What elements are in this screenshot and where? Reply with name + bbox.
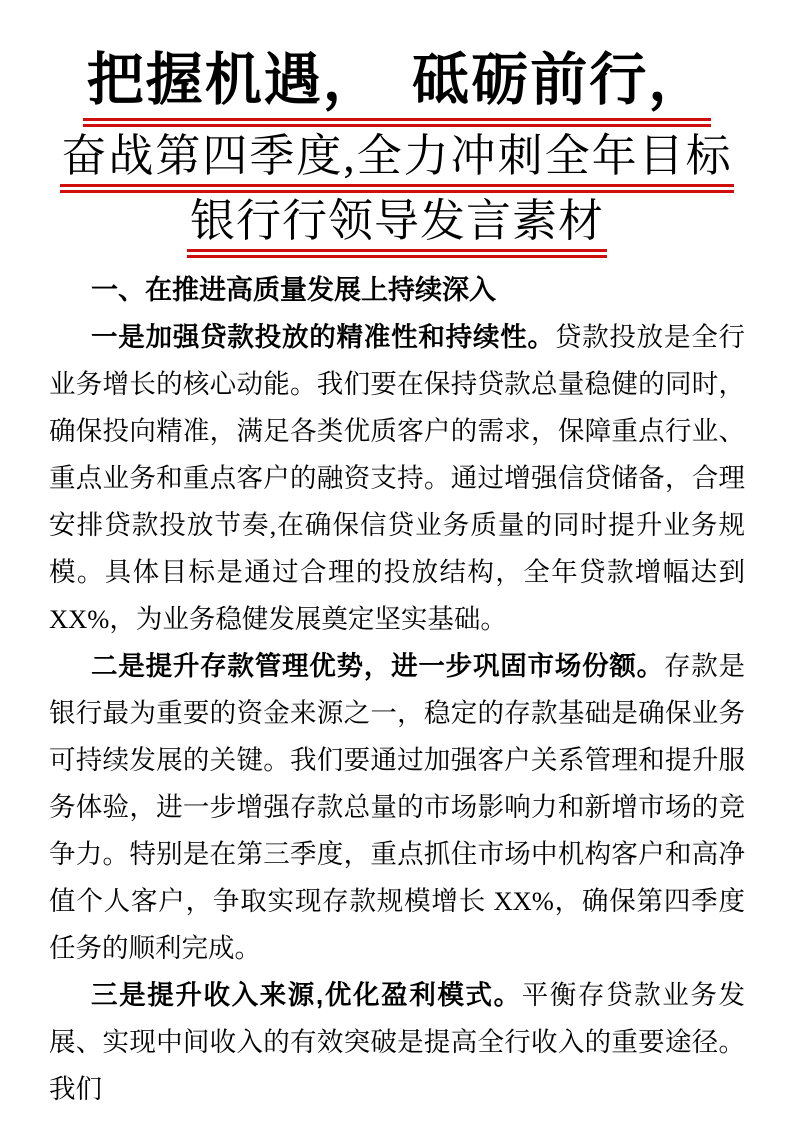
paragraph-body: 贷款投放是全行业务增长的核心动能。我们要在保持贷款总量稳健的同时，确保投向精准，满足各类优质客户的需求，保障重点行业、重点业务和重点客户的融资支持。通过增强信贷储备，合理安排贷款投放节奏,在确保信贷业务质量的同时提升业务规模。具体目标是通过合理的投放结构，全年贷款增幅达到 XX%，为业务稳健发展奠定坚实基础。 <box>49 322 746 634</box>
paragraph-body: 存款是银行最为重要的资金来源之一，稳定的存款基础是确保业务可持续发展的关键。我们要通过加强客户关系管理和提升服务体验，进一步增强存款总量的市场影响力和新增市场的竞争力。特别是在第三季度，重点抓住市场中机构客户和高净值个人客户，争取实现存款规模增长 XX%，确保第四季度任务的顺利完成。 <box>49 651 746 963</box>
paragraph <box>49 314 745 643</box>
paragraph <box>49 972 745 1113</box>
paragraph-lead: 二是提升存款管理优势，进一步巩固市场份额。 <box>91 651 664 681</box>
document-body <box>49 267 745 1113</box>
paragraph <box>49 643 745 972</box>
title-line-1 <box>49 50 745 127</box>
paragraph-lead: 三是提升收入来源,优化盈利模式。 <box>91 980 522 1010</box>
title-line-3-text: 银行行领导发言素材 <box>187 199 607 258</box>
title-line-1-text: 把握机遇， 砥砺前行， <box>83 50 712 127</box>
paragraph-lead: 一是加强贷款投放的精准性和持续性。 <box>91 322 555 352</box>
paragraph-body: 平衡存贷款业务发展、实现中间收入的有效突破是提高全行收入的重要途径。我们 <box>49 980 746 1104</box>
title-line-2-text: 奋战第四季度,全力冲刺全年目标 <box>60 134 733 193</box>
section-heading: 一、在推进高质量发展上持续深入 <box>91 275 496 305</box>
title-line-2 <box>49 131 745 193</box>
title-line-3 <box>49 196 745 258</box>
